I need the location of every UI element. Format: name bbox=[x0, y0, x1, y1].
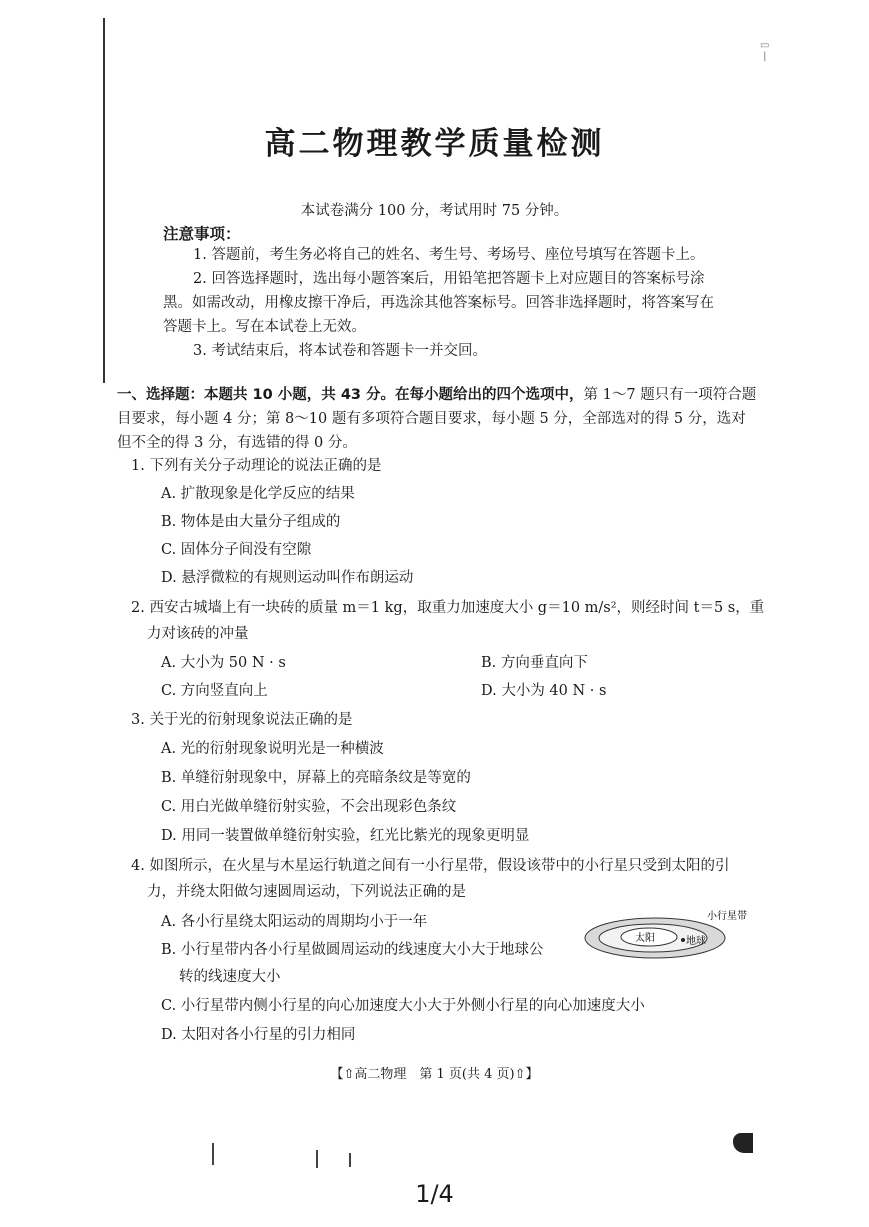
q4-option-b: B. 小行星带内各小行星做圆周运动的线速度大小大于地球公 bbox=[161, 942, 544, 958]
notice-item-1: 1. 答题前，考生务必将自己的姓名、考生号、考场号、座位号填写在答题卡上。 bbox=[193, 247, 705, 263]
q3-option-d: D. 用同一装置做单缝衍射实验，红光比紫光的现象更明显 bbox=[161, 828, 530, 844]
q2-option-b: B. 方向垂直向下 bbox=[481, 655, 588, 671]
scan-tick-mark bbox=[316, 1150, 318, 1168]
scan-tick-mark bbox=[349, 1153, 351, 1167]
notice-item-3: 3. 考试结束后，将本试卷和答题卡一并交回。 bbox=[193, 343, 487, 359]
notice-item-2: 2. 回答选择题时，选出每小题答案后，用铅笔把答题卡上对应题目的答案标号涂 bbox=[193, 271, 705, 287]
earth-dot bbox=[681, 938, 685, 942]
q4-option-b-cont: 转的线速度大小 bbox=[179, 969, 281, 985]
question-4-stem: 4. 如图所示，在火星与木星运行轨道之间有一小行星带，假设该带中的小行星只受到太阳的引 bbox=[131, 858, 730, 874]
scan-corner-blot bbox=[733, 1133, 753, 1153]
notice-item-2-cont2: 答题卡上。写在本试卷上无效。 bbox=[163, 319, 366, 335]
page-number: 1/4 bbox=[415, 1180, 454, 1208]
q1-option-d: D. 悬浮微粒的有规则运动叫作布朗运动 bbox=[161, 570, 414, 586]
scan-corner-mark: ▭ | bbox=[760, 40, 770, 62]
belt-label: 小行星带 bbox=[707, 911, 747, 922]
question-3-stem: 3. 关于光的衍射现象说法正确的是 bbox=[131, 712, 353, 728]
page-footer: 【⇧高二物理 第 1 页(共 4 页)⇧】 bbox=[330, 1067, 539, 1082]
section-lead: 一、选择题：本题共 10 小题，共 43 分。在每小题给出的四个选项中， bbox=[117, 387, 584, 403]
q2-option-a: A. 大小为 50 N · s bbox=[161, 655, 286, 671]
question-4-stem-cont: 力，并绕太阳做匀速圆周运动，下列说法正确的是 bbox=[147, 884, 466, 900]
q3-option-a: A. 光的衍射现象说明光是一种横波 bbox=[161, 741, 384, 757]
q3-option-b: B. 单缝衍射现象中，屏幕上的亮暗条纹是等宽的 bbox=[161, 770, 471, 786]
q2-option-c: C. 方向竖直向上 bbox=[161, 683, 268, 699]
page-title: 高二物理教学质量检测 bbox=[264, 126, 605, 162]
section-rest: 第 1～7 题只有一项符合题目要求，每小题 4 分；第 8～10 题有多项符合题目要求，每小题 5 分，全部选对的得 5 分，选对但不全的得 3 分，有选错的得 0 分。 bbox=[117, 387, 757, 451]
q3-option-c: C. 用白光做单缝衍射实验，不会出现彩色条纹 bbox=[161, 799, 457, 815]
earth-label: 地球 bbox=[686, 936, 706, 947]
scan-tick-mark bbox=[212, 1143, 214, 1165]
question-2-stem: 2. 西安古城墙上有一块砖的质量 m＝1 kg，取重力加速度大小 g＝10 m/s²，则经时间 t＝5 s，重 bbox=[131, 600, 765, 616]
question-1-stem: 1. 下列有关分子动理论的说法正确的是 bbox=[131, 458, 382, 474]
notice-item-2-cont: 黑。如需改动，用橡皮擦干净后，再选涂其他答案标号。回答非选择题时，将答案写在 bbox=[163, 295, 714, 311]
asteroid-belt-diagram bbox=[583, 906, 758, 960]
q1-option-c: C. 固体分子间没有空隙 bbox=[161, 542, 312, 558]
sun-label: 太阳 bbox=[635, 933, 655, 944]
q4-option-a: A. 各小行星绕太阳运动的周期均小于一年 bbox=[161, 914, 428, 930]
section-instructions bbox=[117, 383, 757, 455]
q1-option-b: B. 物体是由大量分子组成的 bbox=[161, 514, 341, 530]
q4-option-d: D. 太阳对各小行星的引力相同 bbox=[161, 1027, 356, 1043]
q1-option-a: A. 扩散现象是化学反应的结果 bbox=[161, 486, 355, 502]
q4-option-c: C. 小行星带内侧小行星的向心加速度大小大于外侧小行星的向心加速度大小 bbox=[161, 998, 645, 1014]
q2-option-d: D. 大小为 40 N · s bbox=[481, 683, 607, 699]
question-2-stem-cont: 力对该砖的冲量 bbox=[147, 626, 249, 642]
notice-heading: 注意事项： bbox=[163, 225, 241, 243]
exam-info: 本试卷满分 100 分，考试用时 75 分钟。 bbox=[300, 203, 569, 219]
